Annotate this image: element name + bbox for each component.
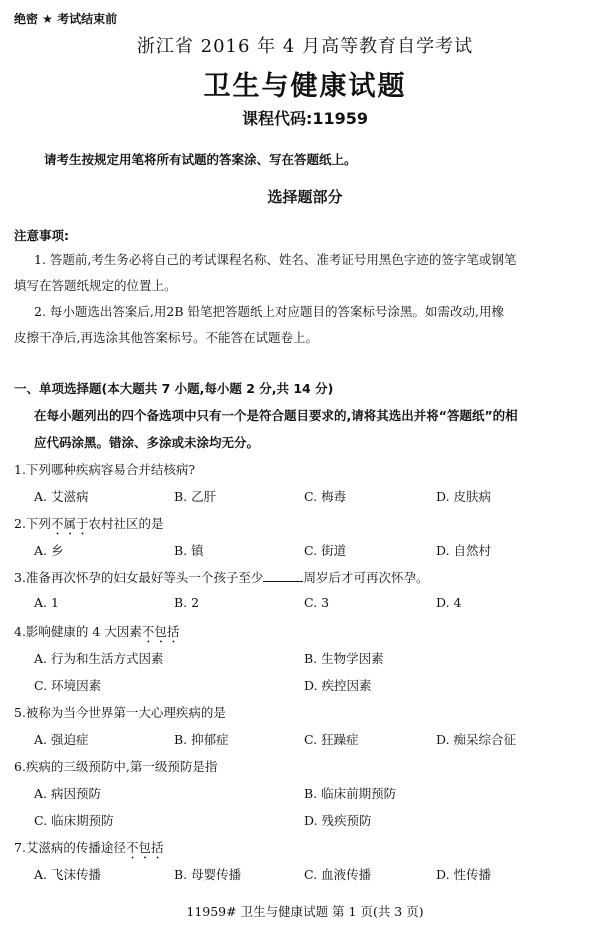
note-1-line-2: 填写在答题纸规定的位置上。 [14,278,177,293]
part-1-desc-line-1: 在每小题列出的四个备选项中只有一个是符合题目要求的,请将其选出并将“答题纸”的相 [34,408,518,423]
note-2-line-1: 2. 每小题选出答案后,用2B 铅笔把答题纸上对应题目的答案标号涂黑。如需改动,用橡 [34,304,504,319]
question-7-option-a: A. 飞沫传播 [34,867,101,882]
question-2-stem-pre: 2.下列 [14,516,51,531]
question-2-stem-emphasis: 不属于 [50,516,89,531]
page-footer: 11959# 卫生与健康试题 第 1 页(共 3 页) [186,904,424,919]
question-3-stem-post: 周岁后才可再次怀孕。 [303,570,429,585]
question-6-option-a: A. 病因预防 [34,786,101,801]
question-7-option-c: C. 血液传播 [304,867,372,882]
note-1-line-1: 1. 答题前,考生务必将自己的考试课程名称、姓名、准考证号用黑色字迹的签字笔或钢笔 [34,252,517,267]
question-7-option-d: D. 性传播 [436,867,492,882]
notes-heading: 注意事项: [14,228,69,243]
question-1-stem: 1.下列哪种疾病容易合并结核病? [14,462,196,477]
course-code: 课程代码:11959 [241,109,369,128]
question-5-option-b: B. 抑郁症 [174,732,229,747]
question-6-option-d: D. 残疾预防 [304,813,372,828]
exam-title: 浙江省 2016 年 4 月高等教育自学考试 [136,36,474,57]
question-3-option-c: C. 3 [304,595,330,610]
question-2-option-d: D. 自然村 [436,543,492,558]
question-1-option-d: D. 皮肤病 [436,489,492,504]
question-4-option-a: A. 行为和生活方式因素 [34,651,164,666]
question-1-option-a: A. 艾滋病 [34,489,89,504]
question-4-stem [14,622,179,646]
question-4-stem-pre: 4.影响健康的 4 大因素 [14,624,142,639]
question-7-stem [14,838,163,862]
question-4-option-d: D. 疾控因素 [304,678,372,693]
question-1-option-c: C. 梅毒 [304,489,347,504]
question-5-option-a: A. 强迫症 [34,732,89,747]
question-2-option-a: A. 乡 [34,543,64,558]
question-5-option-d: D. 痴呆综合征 [436,732,517,747]
question-6-option-b: B. 临床前期预防 [304,786,397,801]
question-1-option-b: B. 乙肝 [174,489,217,504]
part-1-heading: 一、单项选择题(本大题共 7 小题,每小题 2 分,共 14 分) [14,381,334,396]
question-5-option-c: C. 狂躁症 [304,732,359,747]
question-5-stem: 5.被称为当今世界第一大心理疾病的是 [14,705,226,720]
note-2-line-2: 皮擦干净后,再选涂其他答案标号。不能答在试题卷上。 [14,330,318,345]
question-2-stem [14,514,163,538]
question-7-stem-pre: 7.艾滋病的传播途径 [14,840,126,855]
part-1-desc-line-2: 应代码涂黑。错涂、多涂或未涂均无分。 [34,435,260,450]
question-3-option-d: D. 4 [436,595,462,610]
section-title: 选择题部分 [267,188,343,206]
question-3-option-a: A. 1 [34,595,59,610]
question-2-stem-post: 农村社区的是 [88,516,164,531]
question-4-option-c: C. 环境因素 [34,678,102,693]
question-7-stem-emphasis: 不包括 [125,840,164,855]
question-3-option-b: B. 2 [174,595,200,610]
question-7-option-b: B. 母婴传播 [174,867,242,882]
question-4-stem-emphasis: 不包括 [141,624,180,639]
question-3-stem-pre: 3.准备再次怀孕的妇女最好等头一个孩子至少 [14,570,264,585]
question-2-option-b: B. 镇 [174,543,204,558]
confidential-label: 绝密 ★ 考试结束前 [14,12,118,26]
question-2-option-c: C. 街道 [304,543,347,558]
question-6-stem: 6.疾病的三级预防中,第一级预防是指 [14,759,218,774]
question-6-option-c: C. 临床期预防 [34,813,114,828]
answer-blank [263,569,303,582]
question-4-option-b: B. 生物学因素 [304,651,384,666]
question-3-stem [14,568,428,586]
subject-title: 卫生与健康试题 [203,71,407,102]
answer-instruction: 请考生按规定用笔将所有试题的答案涂、写在答题纸上。 [44,152,357,167]
